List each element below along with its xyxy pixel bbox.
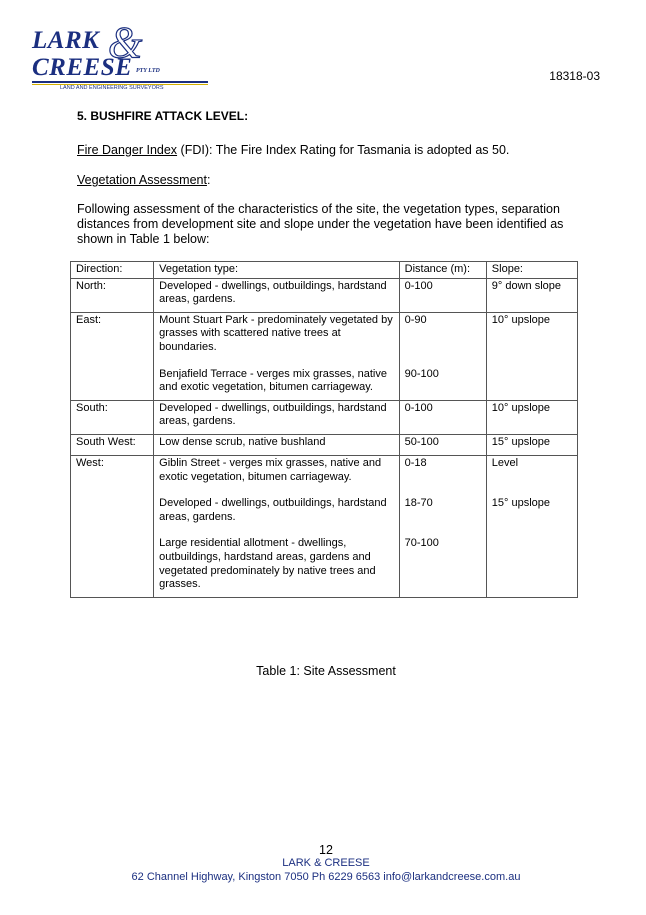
fdi-text: (FDI): The Fire Index Rating for Tasmania is adopted as 50. (177, 143, 510, 157)
company-logo (30, 18, 212, 95)
slope-entry: 10° upslope (491, 313, 551, 326)
header-distance: Distance (m): (399, 262, 486, 279)
footer-address: 62 Channel Highway, Kingston 7050 Ph 6229 6563 info@larkandcreese.com.au (131, 871, 521, 883)
distance-cell (399, 455, 486, 597)
table-row (71, 434, 578, 455)
header-direction: Direction: (71, 262, 154, 279)
distance-cell (399, 434, 486, 455)
distance-entry: 0-100 (404, 401, 433, 414)
distance-cell (399, 278, 486, 312)
vegetation-cell (154, 434, 399, 455)
slope-cell (486, 455, 577, 597)
logo-name-lark: LARK (32, 27, 100, 54)
distance-entry: 50-100 (404, 435, 439, 448)
distance-entry: 0-90 (404, 313, 427, 326)
entry-spacer (405, 484, 481, 497)
direction-cell: South West: (71, 434, 154, 455)
fdi-label: Fire Danger Index (77, 143, 178, 157)
slope-cell (486, 434, 577, 455)
table-row (71, 400, 578, 434)
vegetation-cell (154, 455, 399, 597)
fdi-paragraph (77, 143, 509, 158)
table-row (71, 278, 578, 312)
table-row (71, 312, 578, 400)
slope-entry: 15° upslope (491, 496, 551, 509)
slope-entry: 10° upslope (491, 401, 551, 414)
distance-entry: 70-100 (404, 536, 439, 549)
direction-cell: South: (71, 400, 154, 434)
entry-spacer (159, 484, 393, 497)
slope-cell (486, 312, 577, 400)
vegetation-entry: Large residential allotment - dwellings, outbuildings, hardstand areas, gardens and vegetated predominately by native trees and grasses. (159, 537, 376, 591)
table-body (71, 278, 578, 597)
vegetation-entry: Developed - dwellings, outbuildings, hardstand areas, gardens. (159, 401, 387, 428)
direction-cell: East: (71, 312, 154, 400)
table-caption: Table 1: Site Assessment (256, 664, 396, 678)
vegetation-entry: Developed - dwellings, outbuildings, hardstand areas, gardens. (159, 279, 387, 306)
slope-entry: Level (491, 456, 519, 469)
logo-tagline: LAND AND ENGINEERING SURVEYORS (60, 85, 164, 91)
vegetation-entry: Low dense scrub, native bushland (159, 435, 326, 448)
vegetation-assessment-label: Vegetation Assessment (77, 173, 207, 187)
vegetation-entry: Giblin Street - verges mix grasses, native and exotic vegetation, bitumen carriageway. (159, 456, 382, 483)
distance-entry: 90-100 (404, 367, 439, 380)
vegetation-cell (154, 312, 399, 400)
vegetation-assessment-suffix: : (206, 173, 211, 187)
logo-ampersand: & (108, 18, 143, 67)
entry-spacer (159, 524, 393, 537)
vegetation-entry: Benjafield Terrace - verges mix grasses, native and exotic vegetation, bitumen carriageway. (159, 367, 387, 394)
footer-company: LARK & CREESE (282, 857, 370, 869)
entry-spacer (492, 524, 572, 537)
vegetation-cell (154, 400, 399, 434)
direction-cell: West: (71, 455, 154, 597)
entry-spacer (159, 355, 393, 368)
distance-entry: 0-100 (404, 279, 433, 292)
intro-paragraph: Following assessment of the characteristics of the site, the vegetation types, separation distances from development site and slope under the vegetation have been identified as shown in Table 1 below: (77, 202, 564, 246)
distance-cell (399, 312, 486, 400)
slope-entry: 15° upslope (491, 435, 551, 448)
slope-entry (492, 368, 572, 395)
logo-rule (32, 81, 208, 83)
logo-suffix: PTY LTD (136, 68, 160, 74)
document-reference: 18318-03 (549, 69, 600, 83)
entry-spacer (492, 484, 572, 497)
entry-spacer (405, 524, 481, 537)
slope-entry (492, 537, 572, 591)
vegetation-cell (154, 278, 399, 312)
entry-spacer (492, 355, 572, 368)
vegetation-entry: Developed - dwellings, outbuildings, hardstand areas, gardens. (159, 497, 387, 523)
direction-cell: North: (71, 278, 154, 312)
distance-cell (399, 400, 486, 434)
entry-spacer (405, 355, 481, 368)
table-row (71, 455, 578, 597)
logo-name-creese: CREESE (32, 54, 133, 81)
section-heading: 5. BUSHFIRE ATTACK LEVEL: (77, 109, 249, 123)
vegetation-assessment-heading (77, 173, 210, 188)
header-slope: Slope: (486, 262, 577, 279)
page-number: 12 (319, 843, 333, 857)
vegetation-entry: Mount Stuart Park - predominately vegetated by grasses with scattered native trees at boundaries. (159, 313, 393, 353)
distance-entry: 18-70 (404, 496, 433, 509)
slope-cell (486, 278, 577, 312)
slope-cell (486, 400, 577, 434)
header-vegetation-type: Vegetation type: (154, 262, 399, 279)
slope-entry: 9° down slope (491, 279, 562, 292)
site-assessment-table (70, 261, 578, 598)
table-header-row (71, 262, 578, 279)
distance-entry: 0-18 (404, 456, 427, 469)
